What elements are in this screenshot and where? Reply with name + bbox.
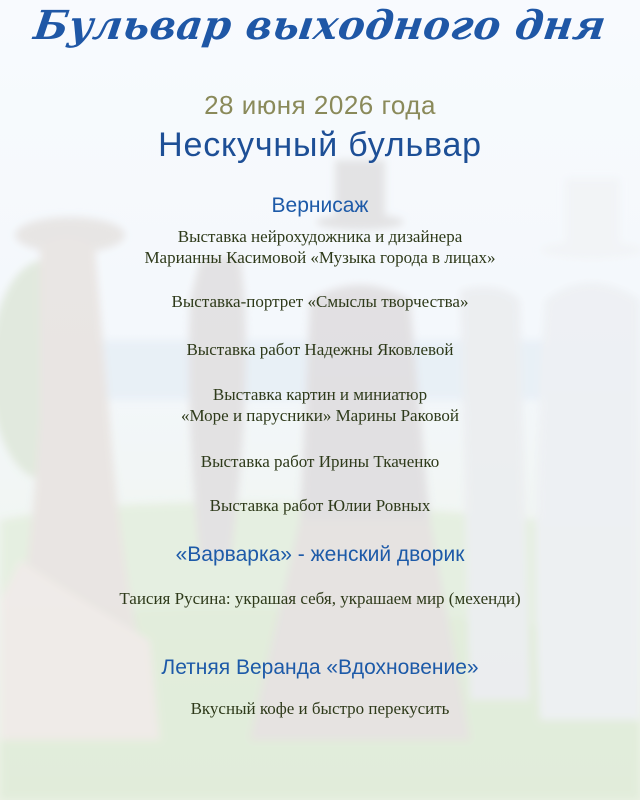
list-item-line: Выставка работ Надежны Яковлевой (186, 340, 454, 359)
list-item-line: Вкусный кофе и быстро перекусить (190, 699, 450, 718)
list-item (0, 588, 640, 609)
section-heading-varvarka: «Варварка» - женский дворик (175, 543, 465, 566)
list-item-line: Выставка нейрохудожника и дизайнера (177, 227, 463, 246)
event-date: 28 июня 2026 года (204, 90, 436, 120)
section-heading-vernissage: Вернисаж (271, 194, 369, 217)
list-item-line: Выставка работ Юлии Ровных (209, 496, 431, 515)
event-title: Бульвар выходного дня (31, 2, 610, 49)
event-location: Нескучный бульвар (158, 126, 482, 164)
list-item-line: Выставка работ Ирины Ткаченко (200, 452, 440, 471)
list-item (0, 698, 640, 719)
list-item-line: Выставка картин и миниатюр (212, 385, 428, 404)
list-item (0, 451, 640, 472)
list-item-line: Выставка-портрет «Смыслы творчества» (171, 292, 469, 311)
section-heading-veranda: Летняя Веранда «Вдохновение» (161, 656, 479, 679)
list-item (0, 384, 640, 426)
list-item-line: «Море и парусники» Марины Раковой (180, 406, 460, 425)
list-item (0, 495, 640, 516)
list-item-line: Марианны Касимовой «Музыка города в лицах» (144, 248, 496, 267)
list-item-line: Таисия Русина: украшая себя, украшаем мир (мехенди) (119, 589, 521, 608)
list-item (0, 339, 640, 360)
list-item (0, 226, 640, 268)
list-item (0, 291, 640, 312)
